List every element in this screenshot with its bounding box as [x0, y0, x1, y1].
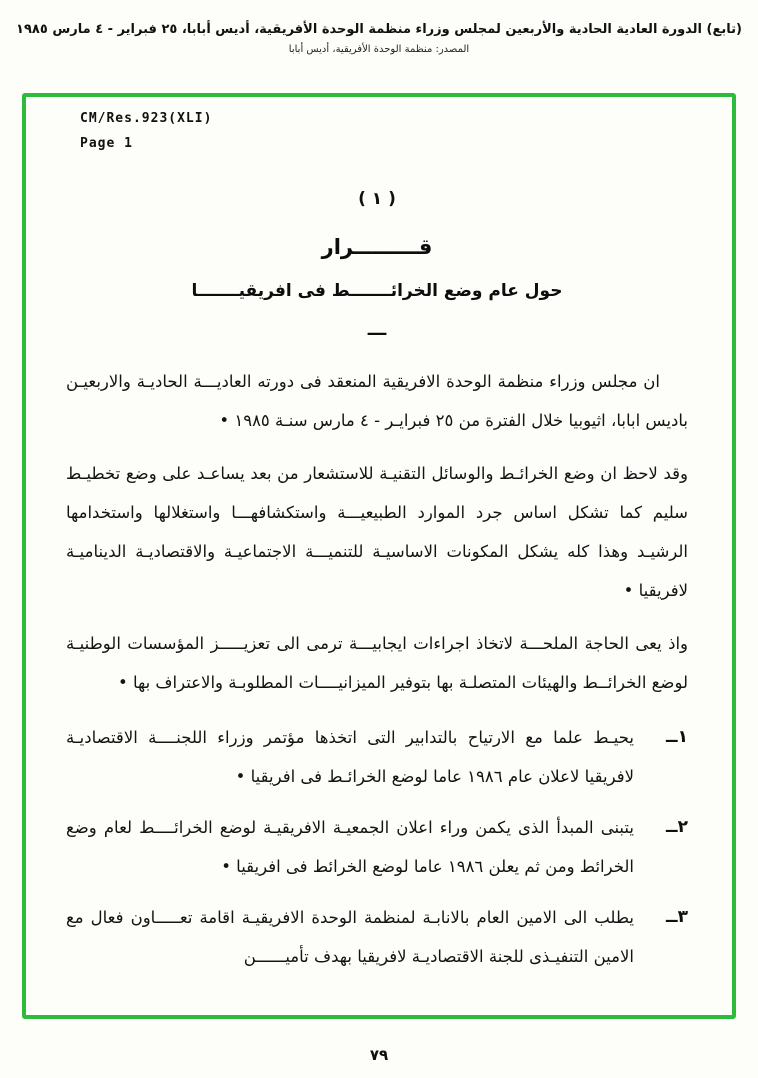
item-text: يتبنى المبدأ الذى يكمن وراء اعلان الجمعيـة الافريقيـة لوضع الخرائــــط لعام وضع الخرائط ومن ثم يعلن ١٩٨٦ عاما لوضع الخرائط فى افريقيا •	[66, 818, 634, 876]
header-session-line: (تابع) الدورة العادية الحادية والأربعين لمجلس وزراء منظمة الوحدة الأفريقية، أديس أبابا، ٢٥ فبراير - ٤ مارس ١٩٨٥	[16, 22, 742, 37]
item-text: يطلب الى الامين العام بالانابـة لمنظمة الوحدة الافريقيـة اقامة تعـــــاون فعال مع الامين التنفيـذى للجنة الاقتصاديـة لافريقيا بهدف تأميــــــن	[66, 908, 634, 966]
item-number: ١ــ	[665, 727, 688, 747]
title-divider: ـــ	[367, 319, 387, 340]
paragraph-noting: وقد لاحظ ان وضع الخرائـط والوسائل التقنيـة للاستشعار من بعد يساعـد على وضع تخطيـط سليم كما تشكل اساس جرد الموارد الطبيعيـــة واستكشافهـــا واستغلالها واستخدامها الرشيـد وهذا كله يشكل المكونات الاساسيـة للتنميـــة الاجتماعيـة والاقتصاديـة الديناميـة لافريقيا •	[66, 464, 688, 600]
resolution-title: قـــــــــرار	[321, 235, 433, 259]
page-number: ٧٩	[369, 1046, 389, 1064]
item-text: يحيـط علما مع الارتياح بالتدابير التى اتخذها مؤتمر وزراء اللجنــــة الاقتصاديـة لافريقيا لاعلان عام ١٩٨٦ عاما لوضع الخرائـط فى افريقيا •	[66, 728, 634, 786]
list-item	[66, 898, 688, 976]
resolution-subtitle: حول عام وضع الخرائـــــــط فى افريقيـــــــا	[191, 281, 563, 301]
highlight-frame	[22, 93, 736, 1019]
resolution-body	[66, 189, 688, 976]
item-number: ٢ــ	[665, 817, 688, 837]
list-item	[66, 808, 688, 886]
page-footer	[0, 1045, 758, 1064]
document-reference: CM/Res.923(XLI)	[80, 111, 213, 126]
document-page-label: Page 1	[80, 136, 133, 151]
paragraph-aware: واذ يعى الحاجة الملحـــة لاتخاذ اجراءات ايجابيـــة ترمى الى تعزيـــــز المؤسسات الوطنيـة لوضع الخرائــط والهيئات المتصلـة بها بتوفير الميزانيــــات المطلوبـة والاعتراف بها •	[66, 634, 688, 692]
operative-items-list	[66, 718, 688, 976]
header-source-line: المصدر: منظمة الوحدة الأفريقية، أديس أبابا	[288, 44, 470, 55]
paragraph-preamble: ان مجلس وزراء منظمة الوحدة الافريقية المنعقد فى دورته العاديـــة الحاديـة والاربعيـن باديس ابابا، اثيوبيا خلال الفترة من ٢٥ فبرايـر - ٤ مارس سنـة ١٩٨٥ •	[66, 372, 688, 430]
item-number: ٣ــ	[665, 907, 688, 927]
section-number: ( ١ )	[358, 189, 396, 209]
list-item	[66, 718, 688, 796]
archive-header	[0, 0, 758, 55]
